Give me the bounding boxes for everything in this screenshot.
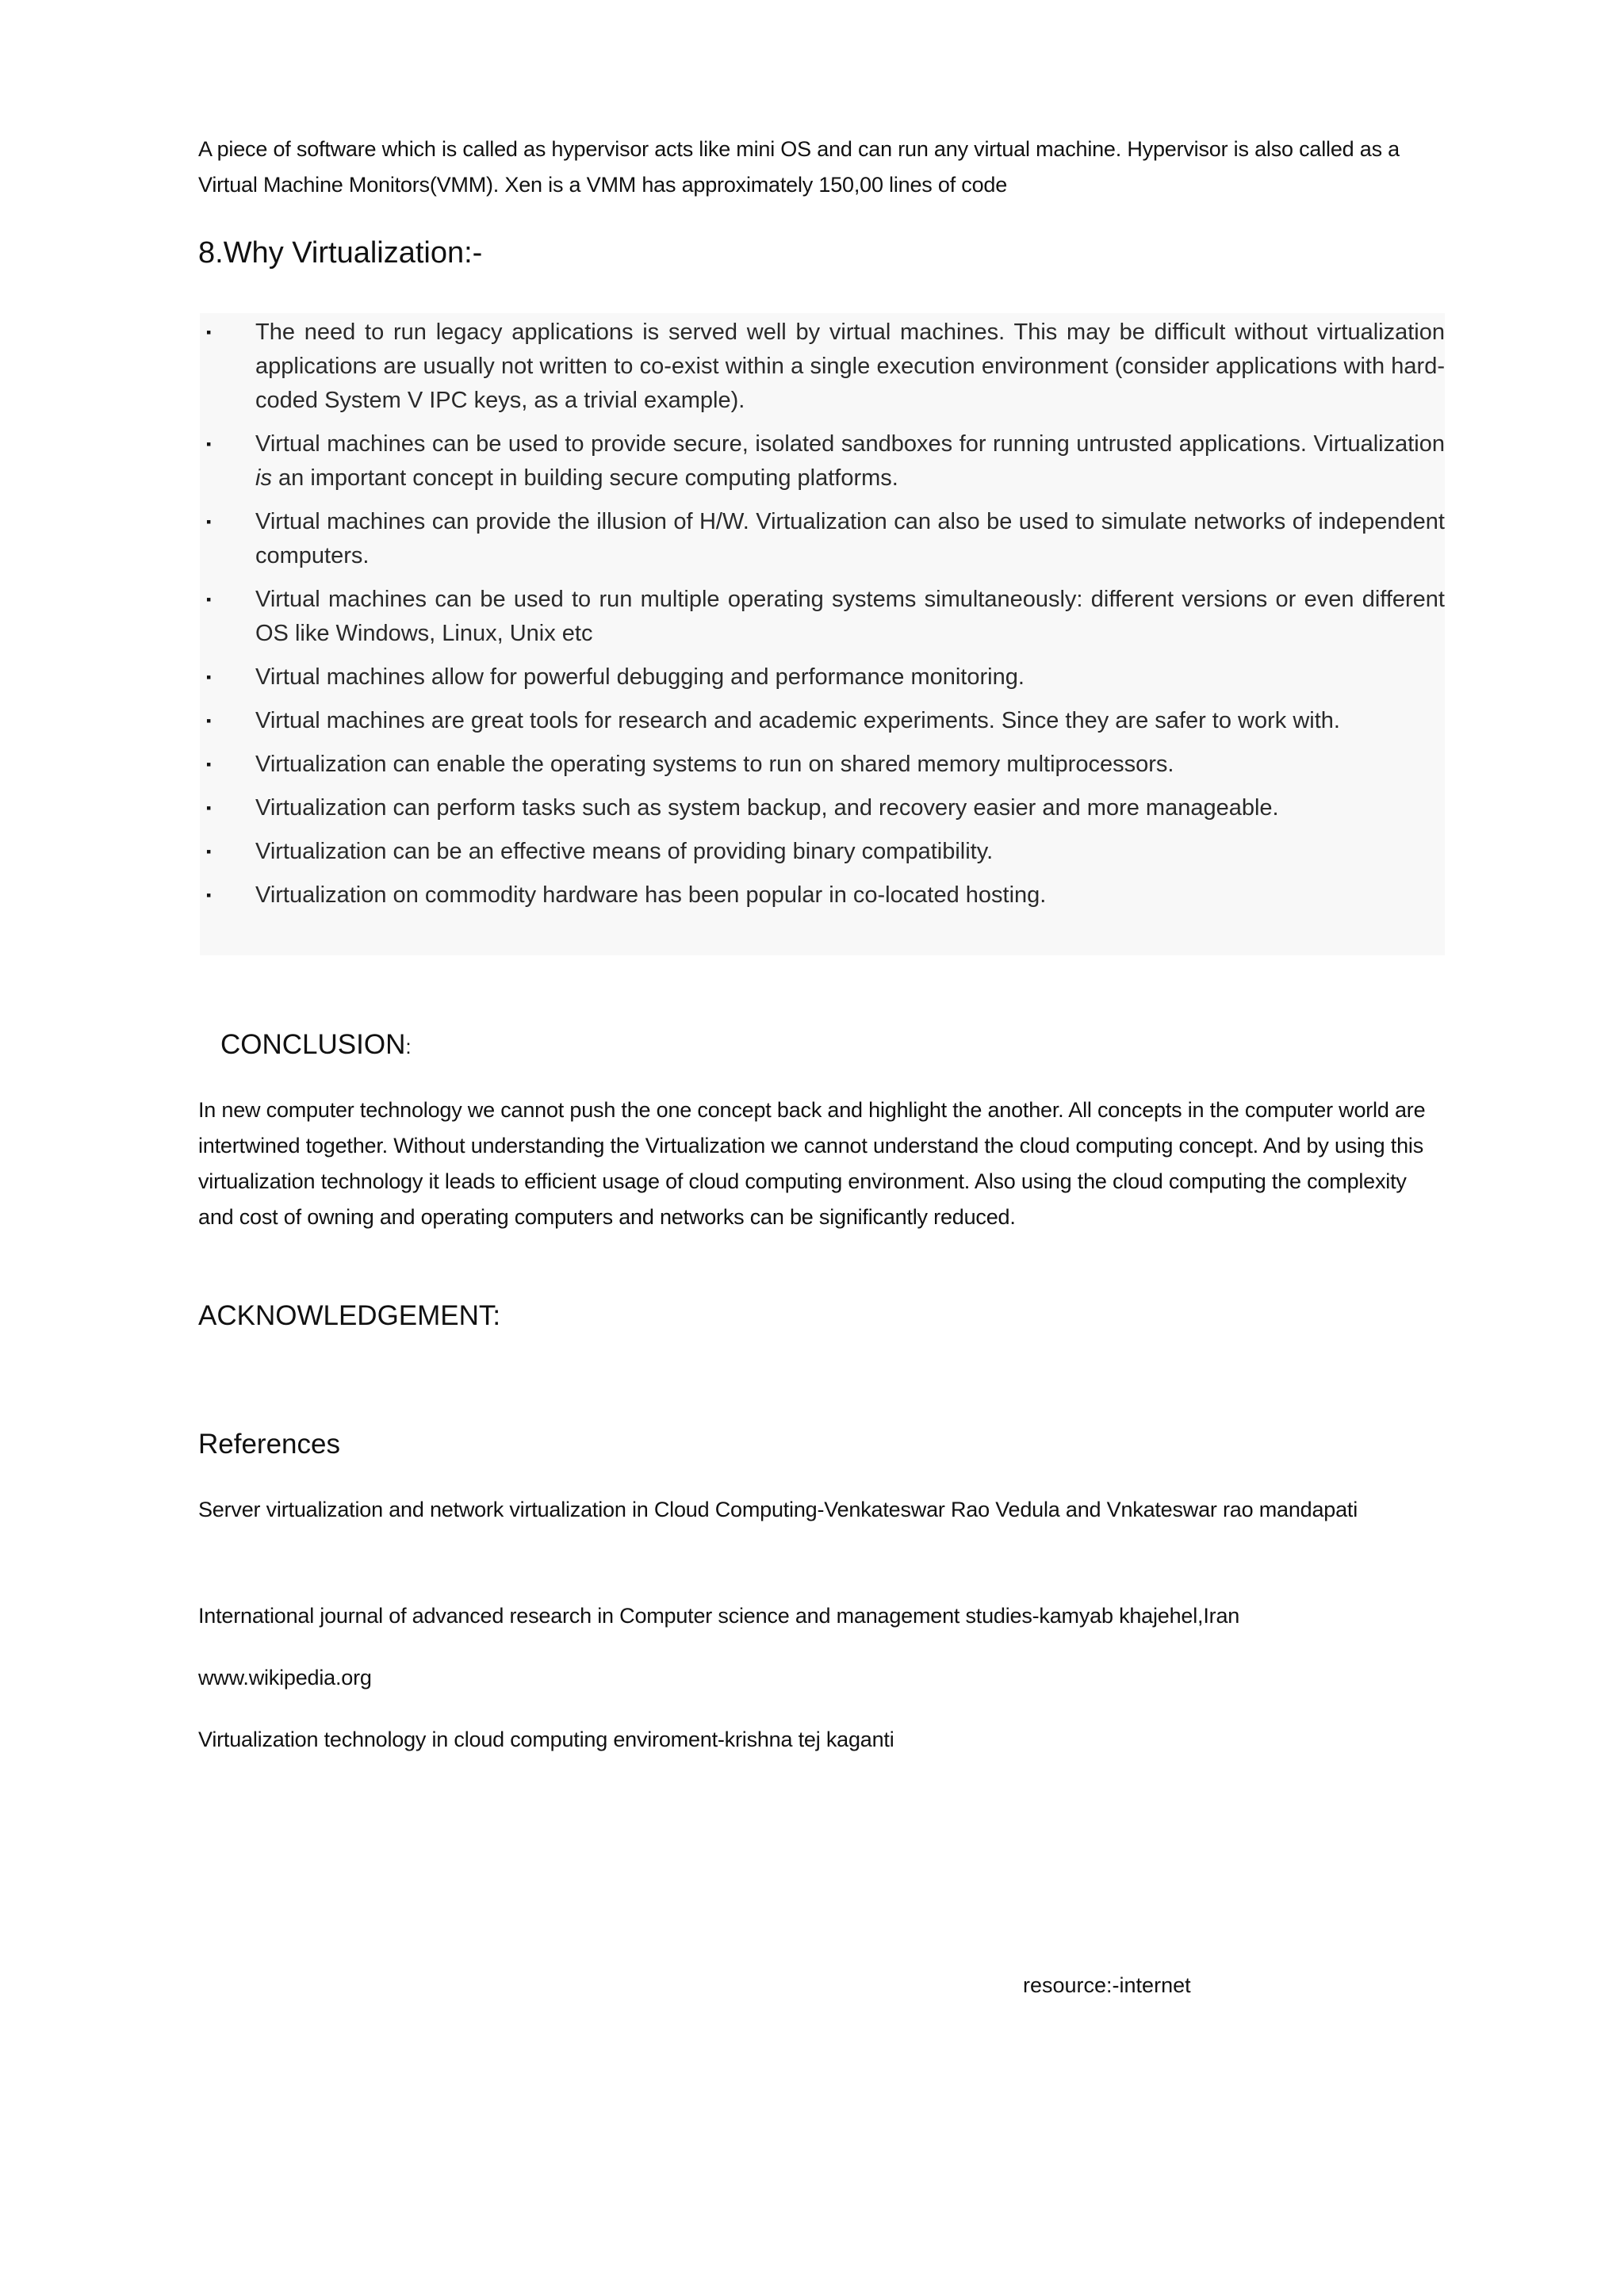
list-item-text: Virtual machines can be used to provide secure, isolated sandboxes for running untrusted applications. Virtualization — [255, 431, 1445, 457]
list-item — [200, 704, 1445, 738]
list-item — [200, 427, 1445, 496]
list-item-text: Virtualization can enable the operating systems to run on shared memory multiprocessors. — [255, 752, 1174, 777]
bullet-marker-icon: ▪ — [206, 713, 212, 729]
bullet-marker-icon: ▪ — [206, 591, 212, 607]
bullet-marker-icon: ▪ — [206, 887, 212, 903]
conclusion-heading-text: CONCLUSION — [220, 1029, 406, 1060]
reference-item: International journal of advanced research in Computer science and management studies-kamyab khajehel,Iran — [198, 1604, 1240, 1628]
list-item — [200, 791, 1445, 825]
list-item — [200, 583, 1445, 651]
conclusion-heading — [220, 1027, 412, 1064]
reference-item: Server virtualization and network virtualization in Cloud Computing-Venkateswar Rao Vedula and Vnkateswar rao mandapati — [198, 1498, 1358, 1521]
bullet-marker-icon: ▪ — [206, 436, 212, 452]
reference-item: www.wikipedia.org — [198, 1666, 372, 1689]
bullet-marker-icon: ▪ — [206, 800, 212, 816]
bullet-marker-icon: ▪ — [206, 324, 212, 340]
list-item-text: Virtual machines can be used to run multiple operating systems simultaneously: different versions or even different OS like Windows, Linux, Unix etc — [255, 587, 1445, 646]
list-item-text: Virtual machines allow for powerful debugging and performance monitoring. — [255, 664, 1025, 690]
bullet-marker-icon: ▪ — [206, 756, 212, 772]
list-item-text: Virtualization can perform tasks such as system backup, and recovery easier and more manageable. — [255, 795, 1279, 821]
intro-paragraph: A piece of software which is called as hypervisor acts like mini OS and can run any virtual machine. Hypervisor is also called as a Virtual Machine Monitors(VMM). Xen is a VMM has approximately 150,00 lines of code — [198, 137, 1400, 197]
list-item — [200, 505, 1445, 573]
list-item-text: an important concept in building secure computing platforms. — [271, 465, 898, 491]
bullet-marker-icon: ▪ — [206, 669, 212, 685]
conclusion-heading-colon: : — [405, 1035, 412, 1058]
reference-item: Virtualization technology in cloud computing enviroment-krishna tej kaganti — [198, 1728, 894, 1751]
conclusion-paragraph: In new computer technology we cannot push the one concept back and highlight the another. All concepts in the computer world are intertwined together. Without understanding the Virtualization we cannot understand the cloud computing concept. And by using this virtualization technology it leads to efficient usage of cloud computing environment. Also using the cloud computing the complexity and cost of owning and operating computers and networks can be significantly reduced. — [198, 1098, 1426, 1229]
list-item-text: Virtualization on commodity hardware has been popular in co-located hosting. — [255, 882, 1047, 908]
references-heading: References — [198, 1429, 340, 1460]
list-item — [200, 835, 1445, 869]
resource-note: resource:-internet — [1023, 1973, 1191, 1997]
list-item-emphasis: is — [255, 465, 272, 491]
list-item-text: Virtual machines can provide the illusion of H/W. Virtualization can also be used to simulate networks of independent computers. — [255, 509, 1445, 568]
list-item — [200, 878, 1445, 913]
list-item-text: The need to run legacy applications is served well by virtual machines. This may be difficult without virtualization applications are usually not written to co-exist within a single execution environment (consider applications with hard-coded System V IPC keys, as a trivial example). — [255, 320, 1445, 413]
list-item — [200, 660, 1445, 695]
why-virtualization-heading: 8.Why Virtualization:- — [198, 236, 483, 270]
list-item — [200, 748, 1445, 782]
bullet-marker-icon: ▪ — [206, 844, 212, 859]
list-item-text: Virtualization can be an effective means of providing binary compatibility. — [255, 839, 994, 864]
acknowledgement-heading: ACKNOWLEDGEMENT: — [198, 1300, 501, 1331]
list-item-text: Virtual machines are great tools for research and academic experiments. Since they are safer to work with. — [255, 708, 1340, 733]
list-item — [200, 316, 1445, 418]
bullet-marker-icon: ▪ — [206, 514, 212, 530]
why-virtualization-list — [200, 316, 1445, 922]
